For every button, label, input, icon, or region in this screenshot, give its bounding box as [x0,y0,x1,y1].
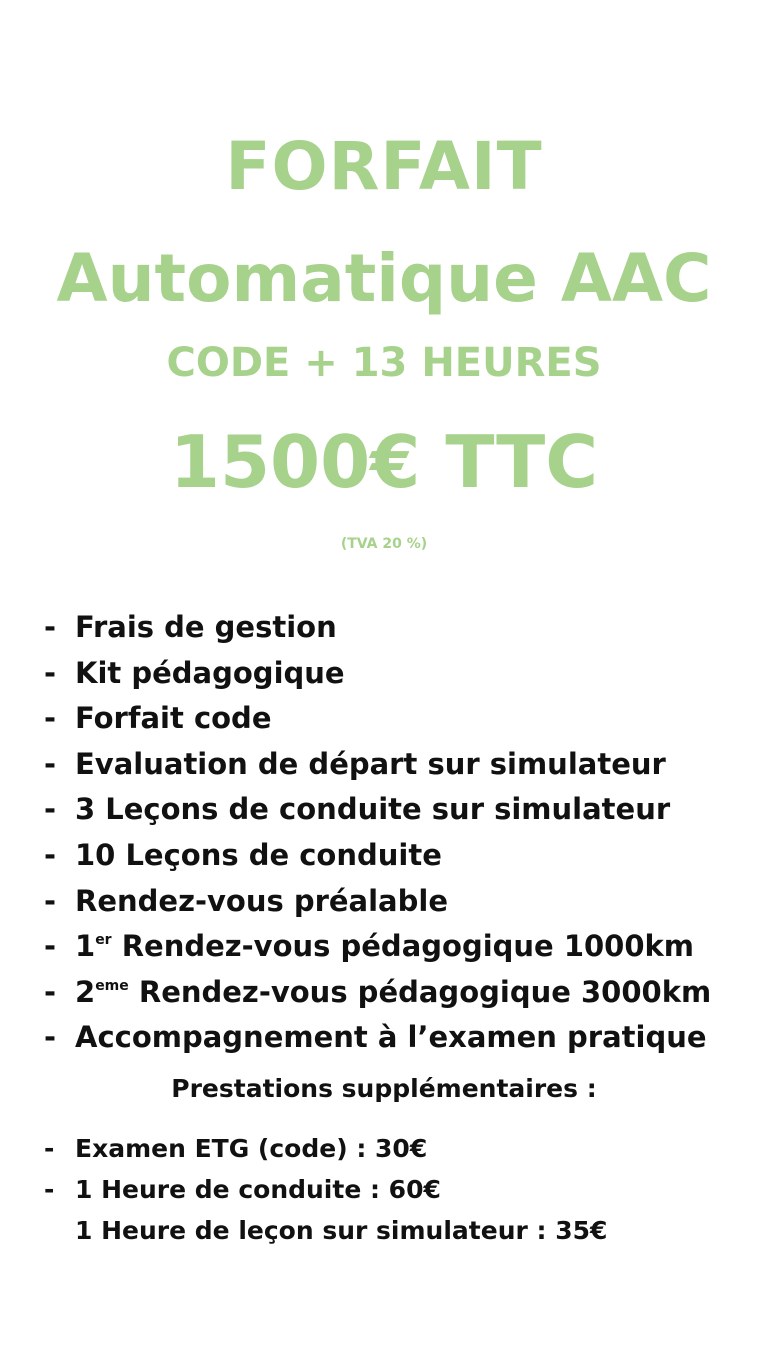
item-label: Rendez-vous pédagogique 3000km [128,974,712,1009]
dash: - [44,974,57,1009]
ordinal-suffix: eme [95,977,129,994]
item-text: Rendez-vous préalable [75,883,448,918]
ordinal-number: 2 [75,974,96,1009]
title-line-2: Automatique AAC [56,240,712,317]
item-text: 1 Heure de conduite : 60€ [75,1175,441,1204]
list-item [44,833,764,879]
list-item [44,742,764,788]
item-text: Evaluation de départ sur simulateur [75,746,666,781]
dash [44,1210,75,1251]
dash: - [44,655,57,690]
dash: - [44,837,57,872]
item-text: Accompagnement à l’examen pratique [75,1020,707,1055]
item-text: 1 Heure de leçon sur simulateur : 35€ [75,1216,608,1245]
dash: - [44,1175,55,1204]
dash: - [44,1134,55,1163]
dash: - [44,610,57,644]
item-text: Kit pédagogique [75,655,345,690]
item-text: 10 Leçons de conduite [75,837,442,872]
list-item [44,651,764,697]
dash: - [44,929,57,964]
list-item [44,1015,764,1061]
ordinal-suffix: er [95,932,112,949]
item-text: Examen ETG (code) : 30€ [75,1134,428,1163]
list-item [44,970,764,1016]
list-item [44,696,764,742]
item-text: Forfait code [75,701,272,736]
list-item [44,1128,764,1169]
dash: - [44,1020,57,1055]
item-text: 3 Leçons de conduite sur simulateur [75,792,671,827]
list-item [44,1210,764,1251]
subtitle: CODE + 13 HEURES [166,340,602,386]
tax-note: (TVA 20 %) [340,536,428,552]
item-label: Rendez-vous pédagogique 1000km [111,929,695,964]
extras-title: Prestations supplémentaires : [171,1074,597,1103]
list-item [44,605,764,651]
list-item [44,1169,764,1210]
dash: - [44,792,57,827]
dash: - [44,746,57,781]
price: 1500€ TTC [169,420,599,504]
list-item [44,879,764,925]
item-text: Frais de gestion [75,610,337,644]
dash: - [44,883,57,918]
included-list [44,605,764,1061]
ordinal-number: 1 [75,929,96,964]
list-item [44,924,764,970]
extras-list [44,1128,764,1251]
item-text [75,924,694,970]
item-text [75,970,711,1016]
title-line-1: FORFAIT [225,128,543,205]
dash: - [44,701,57,736]
list-item [44,787,764,833]
